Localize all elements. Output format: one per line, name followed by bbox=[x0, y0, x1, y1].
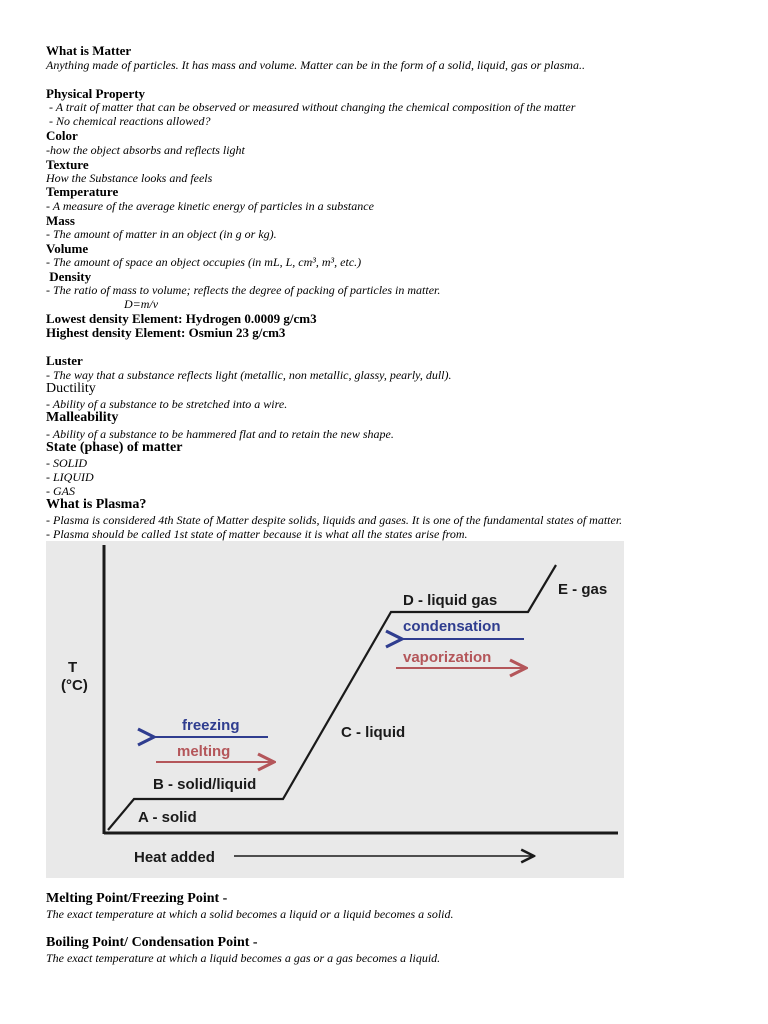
segment-e-label: E - gas bbox=[558, 581, 608, 598]
highest-density-element: Highest density Element: Osmiun 23 g/cm3 bbox=[46, 325, 286, 340]
state-item-gas: - GAS bbox=[46, 484, 75, 498]
y-axis-label-t: T bbox=[68, 659, 78, 676]
lowest-density-element: Lowest density Element: Hydrogen 0.0009 g/cm3 bbox=[46, 311, 317, 326]
boiling-point-heading: Boiling Point/ Condensation Point - bbox=[46, 935, 258, 950]
ductility-heading: Ductility bbox=[46, 381, 96, 396]
volume-heading: Volume bbox=[46, 241, 89, 256]
melting-point-heading: Melting Point/Freezing Point - bbox=[46, 891, 228, 906]
luster-heading: Luster bbox=[46, 353, 83, 368]
color-definition: -how the object absorbs and reflects light bbox=[46, 143, 245, 157]
segment-d-label: D - liquid gas bbox=[403, 592, 498, 609]
plasma-heading: What is Plasma? bbox=[46, 497, 147, 512]
segment-b-label: B - solid/liquid bbox=[153, 776, 257, 793]
physical-property-line-2: - No chemical reactions allowed? bbox=[46, 114, 211, 128]
physical-property-heading: Physical Property bbox=[46, 86, 146, 101]
heating-curve-figure bbox=[46, 541, 624, 878]
state-item-liquid: - LIQUID bbox=[46, 470, 94, 484]
condensation-label: condensation bbox=[403, 618, 501, 635]
freezing-label: freezing bbox=[182, 717, 240, 734]
melting-point-definition: The exact temperature at which a solid becomes a liquid or a liquid becomes a solid. bbox=[46, 907, 454, 921]
vaporization-label: vaporization bbox=[403, 649, 492, 666]
texture-definition: How the Substance looks and feels bbox=[46, 171, 213, 185]
matter-heading: What is Matter bbox=[46, 43, 132, 58]
y-axis-label-unit: (°C) bbox=[61, 677, 88, 694]
density-definition: - The ratio of mass to volume; reflects the degree of packing of particles in matter. bbox=[46, 283, 441, 297]
melting-label: melting bbox=[177, 743, 231, 760]
mass-heading: Mass bbox=[46, 213, 75, 228]
matter-definition: Anything made of particles. It has mass and volume. Matter can be in the form of a solid, liquid, gas or plasma.. bbox=[46, 58, 585, 72]
x-axis-label: Heat added bbox=[134, 849, 215, 866]
malleability-heading: Malleability bbox=[46, 410, 119, 425]
segment-c-label: C - liquid bbox=[341, 724, 406, 741]
density-heading: Density bbox=[46, 269, 92, 284]
temperature-definition: - A measure of the average kinetic energy of particles in a substance bbox=[46, 199, 374, 213]
luster-definition: - The way that a substance reflects light (metallic, non metallic, glassy, pearly, dull). bbox=[46, 368, 452, 382]
density-formula: D=m/v bbox=[124, 297, 159, 311]
segment-a-label: A - solid bbox=[138, 809, 197, 826]
boiling-point-definition: The exact temperature at which a liquid becomes a gas or a gas becomes a liquid. bbox=[46, 951, 441, 965]
physical-property-line-1: - A trait of matter that can be observed or measured without changing the chemical composition of the matter bbox=[46, 100, 576, 114]
mass-definition: - The amount of matter in an object (in g or kg). bbox=[46, 227, 277, 241]
color-heading: Color bbox=[46, 128, 78, 143]
state-heading: State (phase) of matter bbox=[46, 440, 183, 455]
heating-curve-svg bbox=[46, 541, 624, 878]
volume-definition: - The amount of space an object occupies (in mL, L, cm³, m³, etc.) bbox=[46, 255, 362, 269]
state-item-solid: - SOLID bbox=[46, 456, 87, 470]
malleability-definition: - Ability of a substance to be hammered flat and to retain the new shape. bbox=[46, 427, 394, 441]
temperature-heading: Temperature bbox=[46, 184, 119, 199]
texture-heading: Texture bbox=[46, 157, 89, 172]
ductility-definition: - Ability of a substance to be stretched into a wire. bbox=[46, 397, 288, 411]
plasma-line-1: - Plasma is considered 4th State of Matter despite solids, liquids and gases. It is one of the fundamental states of matter. bbox=[46, 513, 623, 527]
plasma-line-2: - Plasma should be called 1st state of matter because it is what all the states arise from. bbox=[46, 527, 468, 541]
